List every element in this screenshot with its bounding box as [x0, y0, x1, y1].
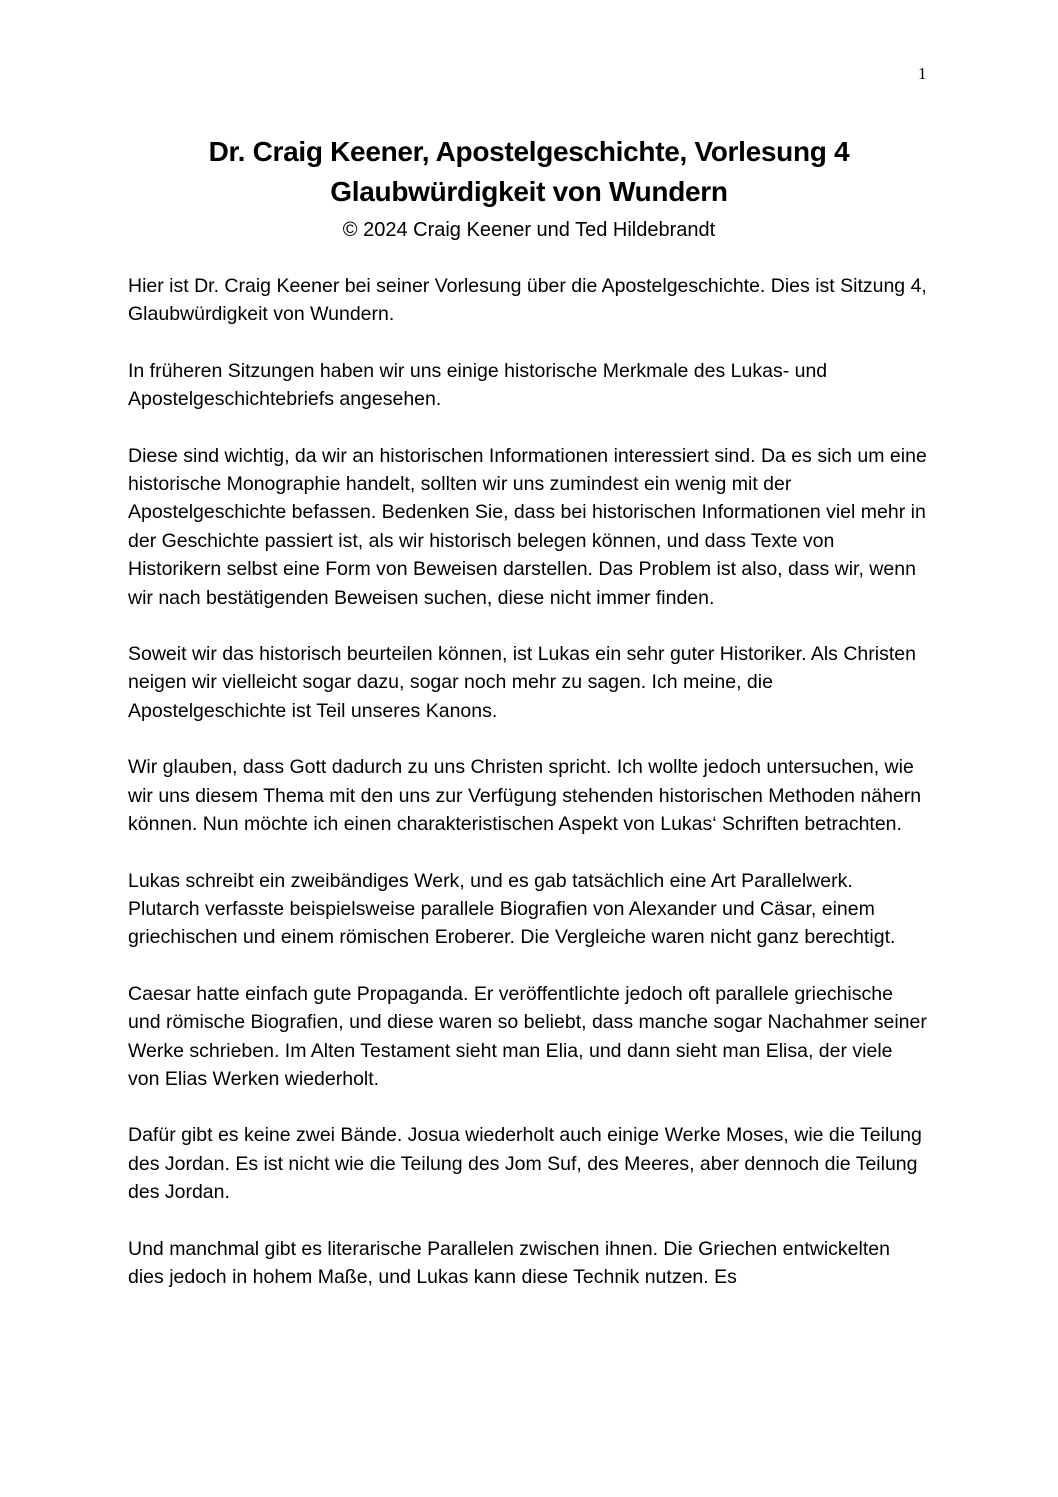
paragraph: Dafür gibt es keine zwei Bände. Josua wiederholt auch einige Werke Moses, wie die Teilung des Jordan. Es ist nicht wie die Teilung des Jom Suf, des Meeres, aber dennoch die Teilung des Jordan.	[128, 1124, 922, 1204]
paragraph: Lukas schreibt ein zweibändiges Werk, und es gab tatsächlich eine Art Parallelwerk. Plutarch verfasste beispielsweise parallele Biografien von Alexander und Cäsar, einem griechischen und einem römischen Eroberer. Die Vergleiche waren nicht ganz berechtigt.	[128, 869, 896, 949]
document-subtitle: Glaubwürdigkeit von Wundern	[330, 176, 728, 207]
paragraph: Diese sind wichtig, da wir an historischen Informationen interessiert sind. Da es sich um eine historische Monographie handelt, sollten wir uns zumindest ein wenig mit der Apostelgeschichte befassen. Bedenken Sie, dass bei historischen Informationen viel mehr in der Geschichte passiert ist, als wir historisch belegen können, und dass Texte von Historikern selbst eine Form von Beweisen darstellen. Das Problem ist also, dass wir, wenn wir nach bestätigenden Beweisen suchen, diese nicht immer finden.	[128, 444, 927, 609]
page-number: 1	[918, 64, 927, 83]
paragraph: In früheren Sitzungen haben wir uns einige historische Merkmale des Lukas- und Apostelgeschichtebriefs angesehen.	[128, 359, 828, 411]
paragraph: Und manchmal gibt es literarische Parallelen zwischen ihnen. Die Griechen entwickelten dies jedoch in hohem Maße, und Lukas kann diese Technik nutzen. Es	[128, 1237, 890, 1288]
document-title: Dr. Craig Keener, Apostelgeschichte, Vorlesung 4	[208, 136, 850, 167]
copyright-notice: © 2024 Craig Keener und Ted Hildebrandt	[342, 219, 716, 241]
paragraph: Soweit wir das historisch beurteilen können, ist Lukas ein sehr guter Historiker. Als Christen neigen wir vielleicht sogar dazu, sogar noch mehr zu sagen. Ich meine, die Apostelgeschichte ist Teil unseres Kanons.	[128, 643, 916, 722]
paragraph: Wir glauben, dass Gott dadurch zu uns Christen spricht. Ich wollte jedoch untersuchen, wie wir uns diesem Thema mit den uns zur Verfügung stehenden historischen Methoden nähern können. Nun möchte ich einen charakteristischen Aspekt von Lukas‘ Schriften betrachten.	[128, 756, 922, 836]
document-body	[128, 272, 928, 1319]
document-header	[100, 132, 958, 246]
paragraph: Hier ist Dr. Craig Keener bei seiner Vorlesung über die Apostelgeschichte. Dies ist Sitzung 4, Glaubwürdigkeit von Wundern.	[128, 275, 927, 326]
paragraph: Caesar hatte einfach gute Propaganda. Er veröffentlichte jedoch oft parallele griechische und römische Biografien, und diese waren so beliebt, dass manche sogar Nachahmer seiner Werke schrieben. Im Alten Testament sieht man Elia, und dann sieht man Elisa, der viele von Elias Werken wiederholt.	[128, 982, 927, 1090]
